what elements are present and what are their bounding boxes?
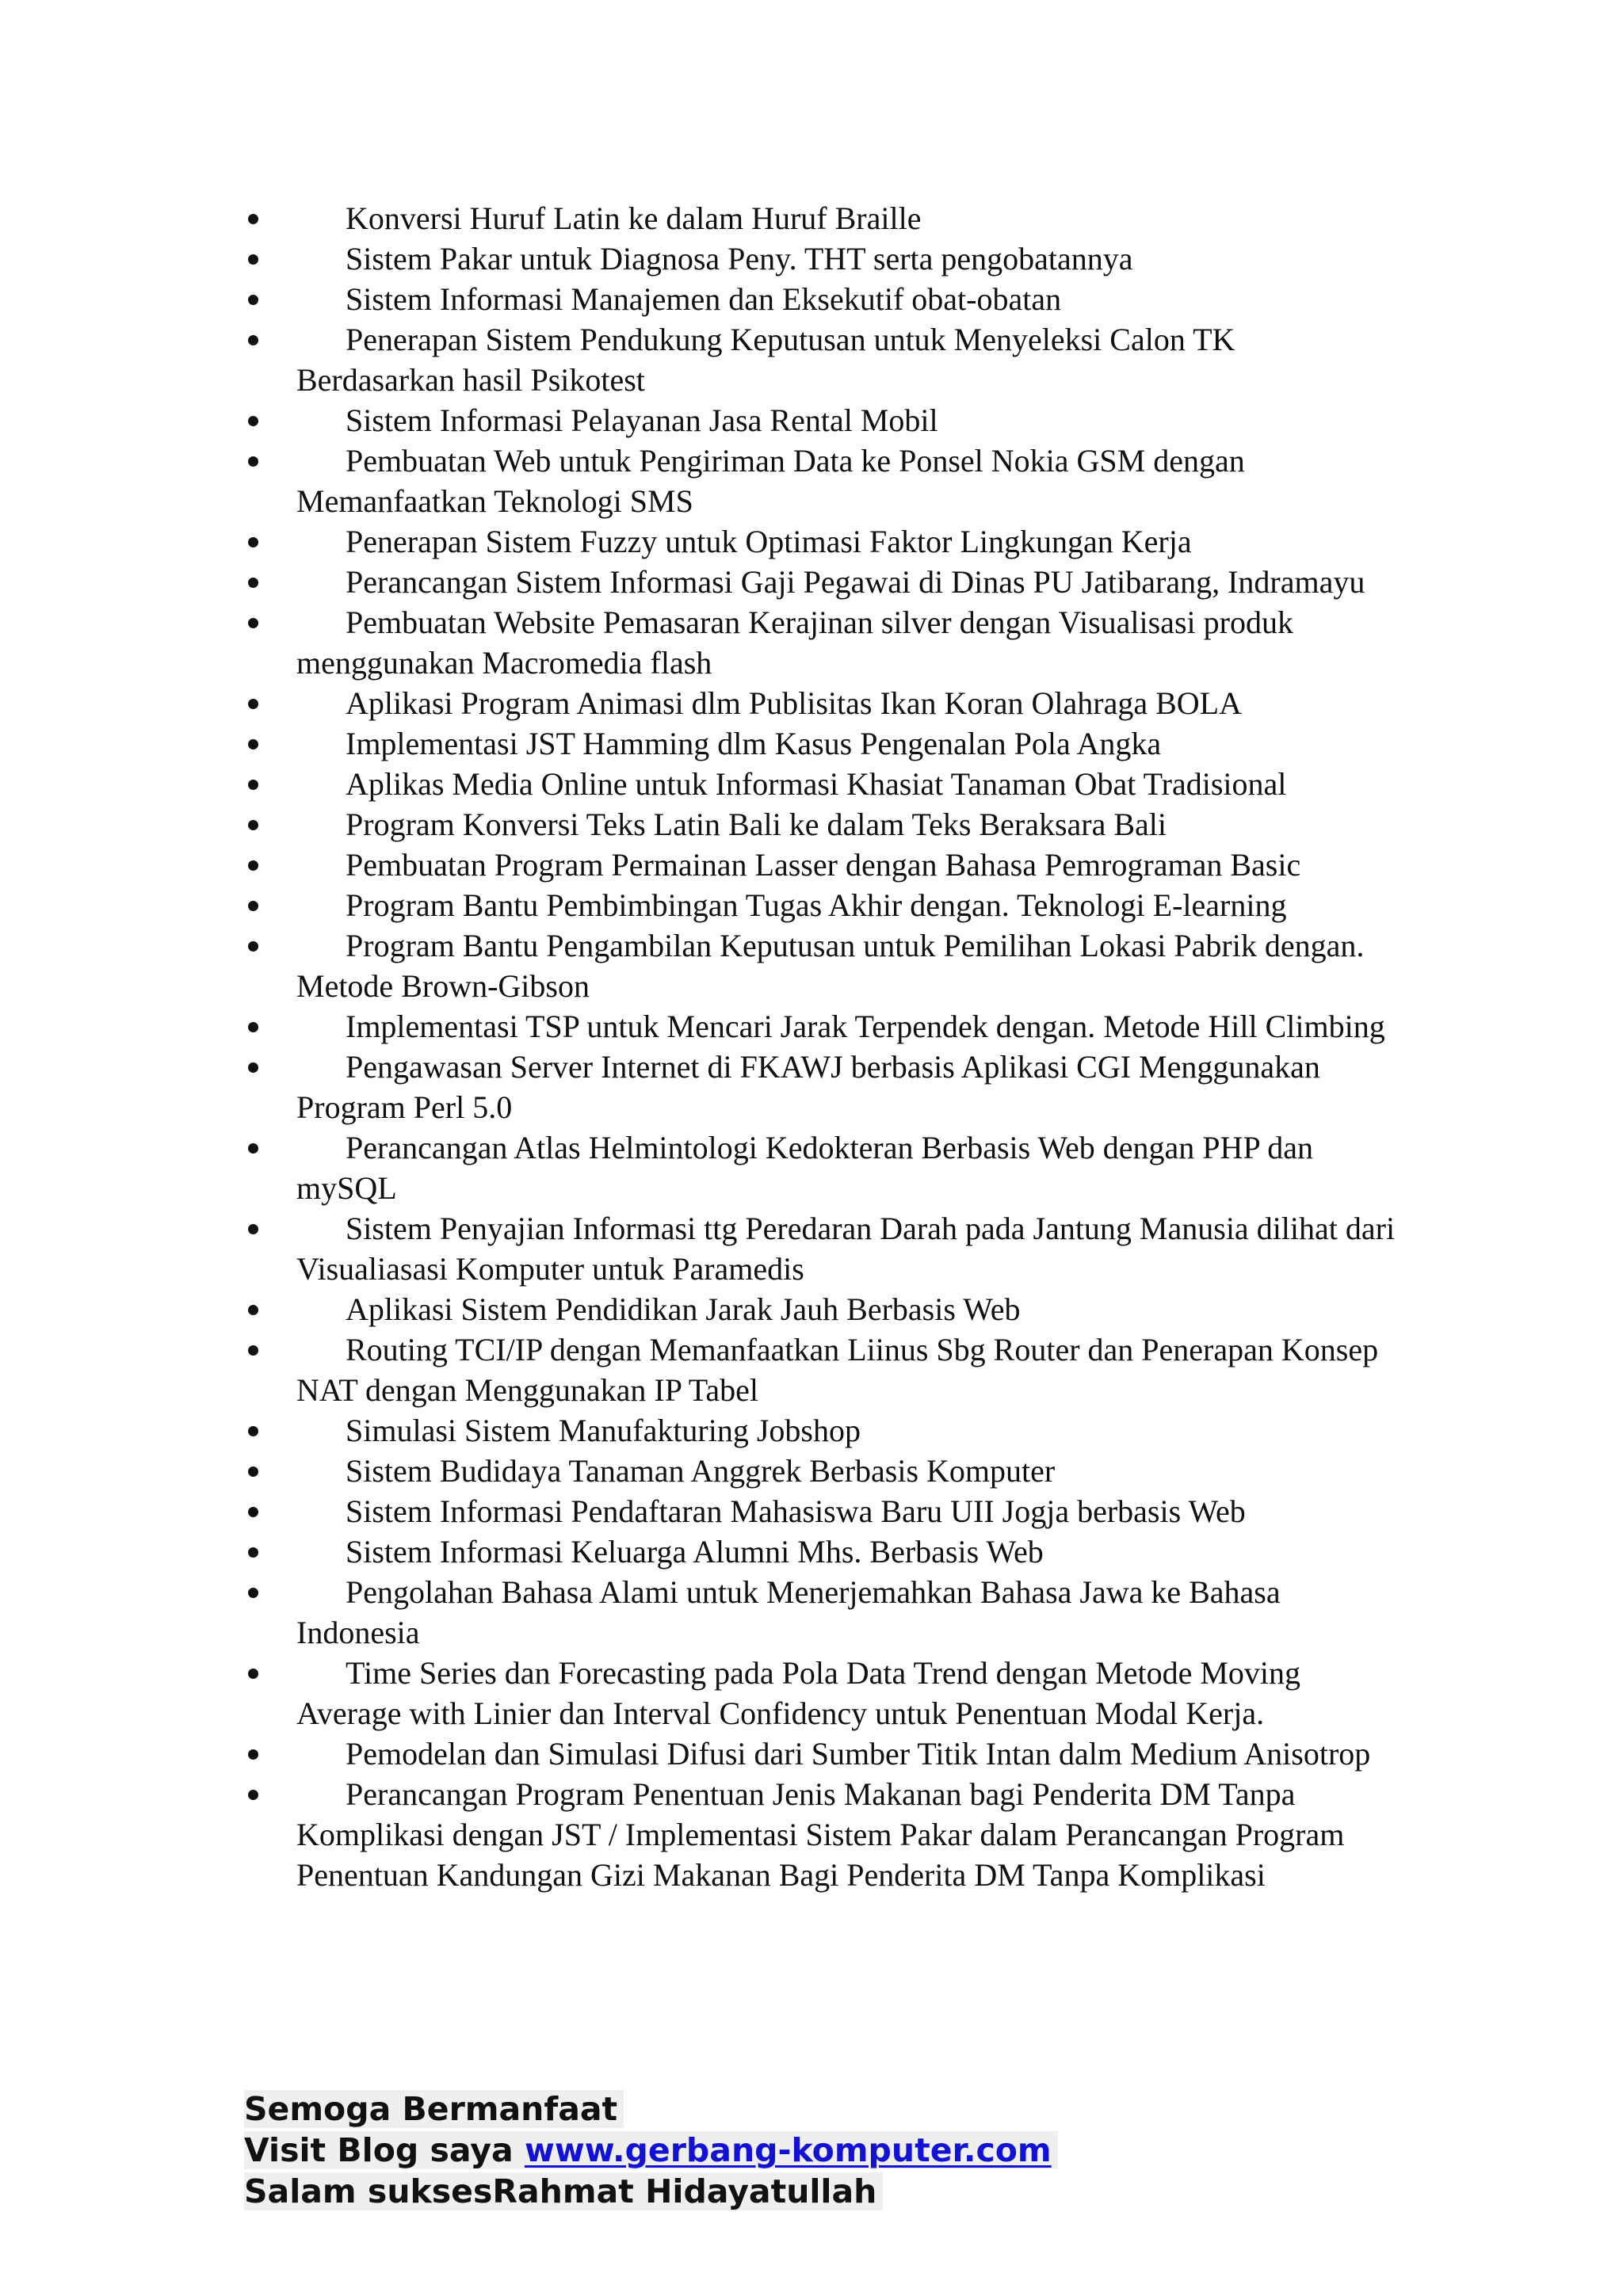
list-item bbox=[244, 1410, 1401, 1451]
list-item bbox=[244, 1653, 1401, 1733]
list-item-text: Pembuatan Website Pemasaran Kerajinan silver dengan Visualisasi produk menggunakan Macromedia flash bbox=[296, 605, 1293, 681]
list-item bbox=[244, 1733, 1401, 1774]
list-item-text: Program Konversi Teks Latin Bali ke dalam Teks Beraksara Bali bbox=[346, 807, 1167, 842]
bullet-icon bbox=[248, 699, 258, 709]
bullet-icon bbox=[248, 941, 258, 952]
list-item bbox=[244, 1006, 1401, 1047]
footer bbox=[244, 2088, 1058, 2212]
list-item bbox=[244, 1451, 1401, 1491]
list-item bbox=[244, 885, 1401, 925]
list-item bbox=[244, 764, 1401, 804]
list-item bbox=[244, 683, 1401, 723]
bullet-icon bbox=[248, 1345, 258, 1356]
bullet-icon bbox=[248, 1466, 258, 1477]
list-item-text: Program Bantu Pembimbingan Tugas Akhir dengan. Teknologi E-learning bbox=[346, 887, 1287, 923]
bullet-icon bbox=[248, 1426, 258, 1436]
list-item-text: Sistem Informasi Pendaftaran Mahasiswa Baru UII Jogja berbasis Web bbox=[346, 1493, 1246, 1529]
bullet-icon bbox=[248, 739, 258, 749]
list-item bbox=[244, 238, 1401, 279]
bullet-icon bbox=[248, 254, 258, 265]
list-item bbox=[244, 1289, 1401, 1329]
list-item bbox=[244, 400, 1401, 441]
list-item-text: Perancangan Atlas Helmintologi Kedokteran Berbasis Web dengan PHP dan mySQL bbox=[296, 1130, 1313, 1206]
bullet-icon bbox=[248, 1022, 258, 1032]
bullet-icon bbox=[248, 335, 258, 345]
list-item-text: Implementasi TSP untuk Mencari Jarak Terpendek dengan. Metode Hill Climbing bbox=[346, 1009, 1385, 1044]
list-item bbox=[244, 521, 1401, 562]
list-item bbox=[244, 1491, 1401, 1531]
closing-text: Semoga Bermanfaat bbox=[244, 2090, 624, 2128]
list-item-text: Penerapan Sistem Pendukung Keputusan untuk Menyeleksi Calon TK Berdasarkan hasil Psikotest bbox=[296, 322, 1235, 398]
bullet-icon bbox=[248, 1507, 258, 1517]
author-name: Rahmat Hidayatullah bbox=[492, 2172, 877, 2210]
bullet-icon bbox=[248, 901, 258, 911]
list-item-text: Sistem Budidaya Tanaman Anggrek Berbasis Komputer bbox=[346, 1453, 1056, 1489]
bullet-icon bbox=[248, 1305, 258, 1315]
bullet-icon bbox=[248, 1749, 258, 1760]
list-item-text: Time Series dan Forecasting pada Pola Data Trend dengan Metode Moving Average with Linier dan Interval Confidency untuk Penentuan Modal Kerja. bbox=[296, 1655, 1301, 1731]
blog-link[interactable]: www.gerbang-komputer.com bbox=[524, 2131, 1052, 2169]
bullet-icon bbox=[248, 1790, 258, 1800]
list-item-text: Sistem Informasi Pelayanan Jasa Rental Mobil bbox=[346, 402, 938, 438]
bullet-icon bbox=[248, 780, 258, 790]
bullet-icon bbox=[248, 537, 258, 547]
list-item-text: Aplikas Media Online untuk Informasi Khasiat Tanaman Obat Tradisional bbox=[346, 766, 1287, 802]
list-item bbox=[244, 804, 1401, 845]
list-item bbox=[244, 279, 1401, 319]
list-item-text: Perancangan Sistem Informasi Gaji Pegawai di Dinas PU Jatibarang, Indramayu bbox=[346, 564, 1365, 600]
bullet-icon bbox=[248, 214, 258, 224]
list-item bbox=[244, 602, 1401, 683]
footer-line-1 bbox=[244, 2088, 1058, 2130]
list-item bbox=[244, 845, 1401, 885]
list-item-text: Pengolahan Bahasa Alami untuk Menerjemahkan Bahasa Jawa ke Bahasa Indonesia bbox=[296, 1574, 1281, 1650]
list-item bbox=[244, 723, 1401, 764]
list-item bbox=[244, 1047, 1401, 1127]
list-item-text: Pemodelan dan Simulasi Difusi dari Sumber Titik Intan dalm Medium Anisotrop bbox=[346, 1736, 1371, 1772]
list-item-text: Pembuatan Program Permainan Lasser dengan Bahasa Pemrograman Basic bbox=[346, 847, 1301, 883]
list-item-text: Sistem Informasi Manajemen dan Eksekutif obat-obatan bbox=[346, 281, 1062, 317]
bullet-icon bbox=[248, 1669, 258, 1679]
bullet-icon bbox=[248, 578, 258, 588]
bullet-icon bbox=[248, 618, 258, 628]
list-item bbox=[244, 562, 1401, 602]
list-item-text: Implementasi JST Hamming dlm Kasus Pengenalan Pola Angka bbox=[346, 726, 1162, 761]
list-item-text: Pembuatan Web untuk Pengiriman Data ke Ponsel Nokia GSM dengan Memanfaatkan Teknologi SMS bbox=[296, 443, 1245, 519]
list-item-text: Aplikasi Sistem Pendidikan Jarak Jauh Berbasis Web bbox=[346, 1291, 1021, 1327]
topic-list bbox=[244, 198, 1401, 1895]
list-item-text: Pengawasan Server Internet di FKAWJ berbasis Aplikasi CGI Menggunakan Program Perl 5.0 bbox=[296, 1049, 1320, 1125]
list-item-text: Routing TCI/IP dengan Memanfaatkan Liinus Sbg Router dan Penerapan Konsep NAT dengan Menggunakan IP Tabel bbox=[296, 1332, 1379, 1408]
bullet-icon bbox=[248, 1588, 258, 1598]
bullet-icon bbox=[248, 1547, 258, 1558]
footer-line-3 bbox=[244, 2171, 1058, 2212]
visit-prefix: Visit Blog saya bbox=[244, 2131, 525, 2169]
bullet-icon bbox=[248, 820, 258, 830]
footer-line-2 bbox=[244, 2130, 1058, 2171]
list-item bbox=[244, 441, 1401, 521]
list-item-text: Aplikasi Program Animasi dlm Publisitas Ikan Koran Olahraga BOLA bbox=[346, 685, 1242, 721]
list-item bbox=[244, 319, 1401, 400]
bullet-icon bbox=[248, 1062, 258, 1073]
list-item bbox=[244, 1127, 1401, 1208]
greeting: Salam sukses bbox=[244, 2172, 493, 2210]
visit-text bbox=[244, 2131, 1058, 2169]
list-item-text: Konversi Huruf Latin ke dalam Huruf Braille bbox=[346, 200, 922, 236]
list-item-text: Penerapan Sistem Fuzzy untuk Optimasi Faktor Lingkungan Kerja bbox=[346, 524, 1192, 559]
list-item-text: Simulasi Sistem Manufakturing Jobshop bbox=[346, 1413, 861, 1448]
list-item bbox=[244, 1774, 1401, 1895]
list-item bbox=[244, 1329, 1401, 1410]
list-item bbox=[244, 1208, 1401, 1289]
list-item-text: Sistem Penyajian Informasi ttg Peredaran Darah pada Jantung Manusia dilihat dari Visualiasasi Komputer untuk Paramedis bbox=[296, 1211, 1396, 1287]
bullet-icon bbox=[248, 295, 258, 305]
list-item-text: Sistem Informasi Keluarga Alumni Mhs. Berbasis Web bbox=[346, 1534, 1044, 1569]
list-item bbox=[244, 925, 1401, 1006]
list-item bbox=[244, 198, 1401, 238]
list-item-text: Perancangan Program Penentuan Jenis Makanan bagi Penderita DM Tanpa Komplikasi dengan JST / Implementasi Sistem Pakar dalam Perancangan Program Penentuan Kandungan Gizi Makanan Bagi Penderita DM Tanpa Komplikasi bbox=[296, 1776, 1345, 1893]
bullet-icon bbox=[248, 1143, 258, 1154]
bullet-icon bbox=[248, 456, 258, 467]
signature-text bbox=[244, 2172, 883, 2210]
bullet-icon bbox=[248, 860, 258, 871]
list-item-text: Sistem Pakar untuk Diagnosa Peny. THT serta pengobatannya bbox=[346, 241, 1133, 277]
bullet-icon bbox=[248, 1224, 258, 1234]
list-item bbox=[244, 1572, 1401, 1653]
bullet-icon bbox=[248, 416, 258, 426]
list-item-text: Program Bantu Pengambilan Keputusan untuk Pemilihan Lokasi Pabrik dengan. Metode Brown-Gibson bbox=[296, 928, 1365, 1004]
list-item bbox=[244, 1531, 1401, 1572]
